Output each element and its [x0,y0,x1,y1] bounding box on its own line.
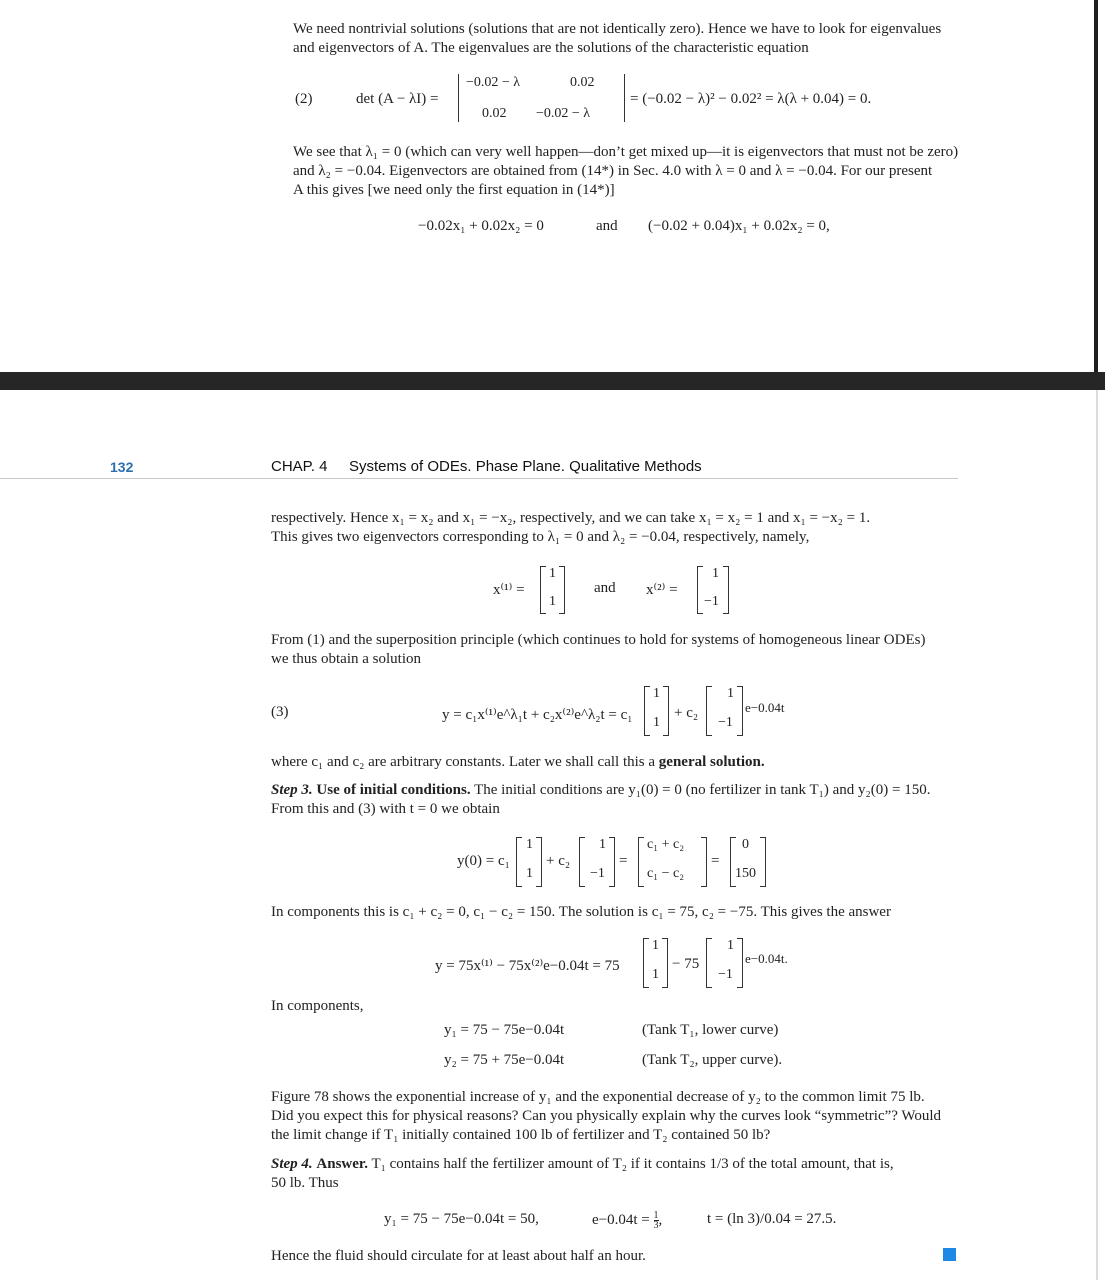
sol-vec2-bracket-left [706,938,712,988]
final-eq-2: e−0.04t = $\frac{1}{3}$ , [592,1210,663,1231]
equation-number-3: (3) [271,704,289,720]
initial-lhs: y(0) = c₁ [457,853,510,869]
step-3-line-2: From this and (3) with t = 0 we obtain [271,801,500,817]
determinant-lhs: det (A − λI) = [356,91,439,107]
eq3-vec2-bottom: −1 [718,715,733,730]
intro-line-2: and eigenvectors of A. The eigenvalues are the solutions of the characteristic equation [293,40,809,56]
sol-vec2-bottom: −1 [718,967,733,982]
y1-component: y₁ = 75 − 75e−0.04t [444,1022,565,1038]
solution-minus-75: − 75 [672,956,700,972]
sol-vec1-bracket-right [662,938,668,988]
body-line-3: From (1) and the superposition principle (which continues to hold for systems of homogeneous linear ODEs) [271,632,926,648]
eq3-vec1-bracket-left [644,686,650,736]
y0-vec2-bottom: −1 [590,866,605,881]
ev1-bracket-right [559,566,565,614]
chapter-label: CHAP. 4 [271,458,328,475]
eq3-plus-c2: + c₂ [674,705,699,721]
solution-exponential: e−0.04t. [745,951,788,966]
y0-vec1-bracket-right [536,837,542,887]
eq3-vec2-top: 1 [727,686,734,701]
body-line-9: the limit change if T₁ initially contained 100 lb of fertilizer and T₂ contained 50 lb? [271,1127,771,1143]
intro-line-1: We need nontrivial solutions (solutions that are not identically zero). Hence we have to look for eigenvalues [293,21,942,37]
in-components-label: In components, [271,998,364,1014]
equation-left: −0.02x₁ + 0.02x₂ = 0 [418,218,544,234]
initial-plus-c2: + c₂ [546,853,571,869]
eigen-line-2: and λ₂ = −0.04. Eigenvectors are obtained from (14*) in Sec. 4.0 with λ = 0 and λ = −0.04. For our present [293,163,933,179]
eq3-vec2-bracket-left [706,686,712,736]
y0-vec1-top: 1 [526,837,533,852]
body-line-1: respectively. Hence x₁ = x₂ and x₁ = −x₂, respectively, and we can take x₁ = x₂ = 1 and x₁ = −x₂ = 1. [271,510,871,526]
sol-vec1-bracket-left [643,938,649,988]
page-separator [0,372,1105,390]
end-of-proof-marker [943,1248,956,1261]
step-4-line: Step 4. Answer. T₁ contains half the fertilizer amount of T₂ if it contains 1/3 of the total amount, that is, [271,1156,894,1172]
step-4-line-2: 50 lb. Thus [271,1175,339,1191]
body-line-8: Did you expect this for physical reasons? Can you physically explain why the curves look “symmetric”? Would [271,1108,942,1124]
particular-solution-lhs: y = 75x⁽¹⁾ − 75x⁽²⁾e−0.04t = 75 [435,958,620,974]
final-eq-1: y₁ = 75 − 75e−0.04t = 50, [384,1211,539,1227]
eigenvector-and: and [594,580,616,596]
body-line-2: This gives two eigenvectors corresponding to λ₁ = 0 and λ₂ = −0.04, respectively, namely, [271,529,810,545]
y0-vec2-bracket-left [579,837,585,887]
sol-vec2-top: 1 [727,938,734,953]
step-3-line: Step 3. Use of initial conditions. The initial conditions are y₁(0) = 0 (no fertilizer in tank T₁) and y₂(0) = 150. [271,782,931,798]
y1-note: (Tank T₁, lower curve) [642,1022,779,1038]
y0-result-top: 0 [742,837,749,852]
page-edge [1094,0,1098,372]
det-bar-left [458,74,459,122]
body-line-5: where c₁ and c₂ are arbitrary constants. Later we shall call this a general solution. [271,754,765,770]
chapter-title: Systems of ODEs. Phase Plane. Qualitative Methods [349,458,702,475]
page-edge-lower [1096,390,1098,1280]
y0-vec1-bottom: 1 [526,866,533,881]
page-number: 132 [110,459,134,475]
y2-note: (Tank T₂, upper curve). [642,1052,783,1068]
ev1-bottom: 1 [549,594,556,609]
y0-vec1-bracket-left [516,837,522,887]
eq3-vec1-bottom: 1 [653,715,660,730]
general-solution-lhs: y = c₁x⁽¹⁾e^λ₁t + c₂x⁽²⁾e^λ₂t = c₁ [442,707,633,723]
y0-vec3-bracket-left [638,837,644,887]
ev2-bottom: −1 [704,594,719,609]
y0-vec3-bracket-right [701,837,707,887]
final-eq-3: t = (ln 3)/0.04 = 27.5. [707,1211,837,1227]
ev2-bracket-left [697,566,703,614]
matrix-entry-22: −0.02 − λ [536,106,591,121]
eq3-vec1-bracket-right [663,686,669,736]
y0-vec2-top: 1 [599,837,606,852]
y0-diff: c₁ − c₂ [647,866,685,881]
initial-eq-1: = [619,853,628,869]
y2-component: y₂ = 75 + 75e−0.04t [444,1052,565,1068]
eq3-exponential: e−0.04t [745,700,785,715]
eq3-vec1-top: 1 [653,686,660,701]
equation-and: and [596,218,618,234]
body-line-7: Figure 78 shows the exponential increase of y₁ and the exponential decrease of y₂ to the common limit 75 lb. [271,1089,925,1105]
y0-vec2-bracket-right [609,837,615,887]
ev2-bracket-right [723,566,729,614]
ev1-bracket-left [540,566,546,614]
header-rule [0,478,958,479]
eigenvector-1-label: x⁽¹⁾ = [493,582,525,598]
sol-vec1-bottom: 1 [652,967,659,982]
conclusion-line: Hence the fluid should circulate for at least about half an hour. [271,1248,646,1264]
sol-vec1-top: 1 [652,938,659,953]
determinant-rhs: = (−0.02 − λ)² − 0.02² = λ(λ + 0.04) = 0. [630,91,872,107]
body-line-4: we thus obtain a solution [271,651,421,667]
eigen-line-3: A this gives [we need only the first equation in (14*)] [293,182,615,198]
one-third-fraction: $\frac{1}{3}$ [653,1210,659,1231]
body-line-6: In components this is c₁ + c₂ = 0, c₁ − c₂ = 150. The solution is c₁ = 75, c₂ = −75. This gives the answer [271,904,891,920]
initial-eq-2: = [711,853,720,869]
matrix-entry-11: −0.02 − λ [466,75,521,90]
sol-vec2-bracket-right [737,938,743,988]
ev1-top: 1 [549,566,556,581]
equation-right: (−0.02 + 0.04)x₁ + 0.02x₂ = 0, [648,218,830,234]
eigen-line-1: We see that λ₁ = 0 (which can very well happen—don’t get mixed up—it is eigenvectors that must not be zero) [293,144,959,160]
eigenvector-2-label: x⁽²⁾ = [646,582,678,598]
eq3-vec2-bracket-right [737,686,743,736]
matrix-entry-12: 0.02 [570,75,595,90]
ev2-top: 1 [712,566,719,581]
equation-number-2: (2) [295,91,313,107]
matrix-entry-21: 0.02 [482,106,507,121]
y0-vec4-bracket-right [760,837,766,887]
y0-result-bottom: 150 [735,866,756,881]
det-bar-right [624,74,625,122]
y0-sum: c₁ + c₂ [647,837,685,852]
